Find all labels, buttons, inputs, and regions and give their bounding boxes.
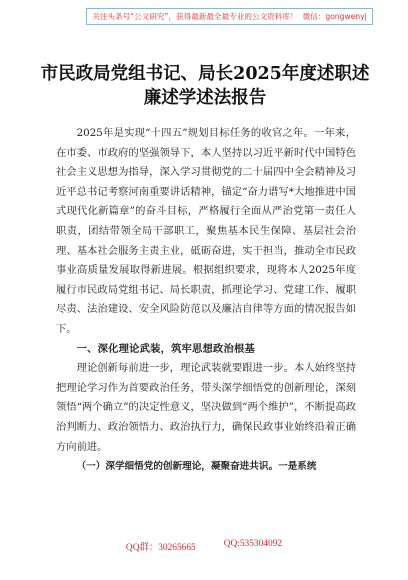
banner-text: 关注头条号“公文研究”，获得最新最全最专业的公文资料库！	[92, 12, 298, 21]
document-title	[30, 62, 380, 110]
banner-wechat: 微信：gongwenyj	[302, 12, 367, 21]
subsection-heading: （一）深学细悟党的创新理论，凝聚奋进共识。	[76, 461, 279, 473]
footer-qq: QQ:535304092	[223, 539, 283, 549]
intro-paragraph: 2025年是实现“十四五”规划目标任务的收官之年。一年来，在市委、市政府的坚强领导下，本人坚持以习近平新时代中国特色社会主义思想为指导，深入学习贯彻党的二十届四中全会精神及习近平总书记考察河南重要讲话精神，锚定“奋力谱写*大地推进中国式现代化新篇章”的奋斗目标，严格履行全面从严治党第一责任人职责，团结带领全局干部职工，聚焦基本民生保障、基层社会治理、基本社会服务主责主业，砥砺奋进，实干担当，推动全市民政事业高质量发展取得新进展。根据组织要求，现将本人2025年度履行市民政局党组书记、局长职责，抓理论学习、党建工作、履职尽责、法治建设、安全风险防范以及廉洁自律等方面的情况报告如下。	[56, 127, 356, 335]
title-line-1: 市民政局党组书记、局长2025年度述职述	[40, 64, 370, 84]
document-body	[56, 124, 356, 477]
top-banner	[86, 8, 373, 25]
title-line-2: 廉述学述法报告	[143, 88, 267, 108]
subsection-tail: 一是系统	[278, 461, 317, 473]
section-heading-1: 一、深化理论武装，筑牢思想政治根基	[76, 342, 256, 355]
footer-qq-group: QQ群：30265665	[125, 543, 196, 553]
footer	[0, 539, 408, 553]
section-1-paragraph: 理论创新每前进一步，理论武装就要跟进一步。本人始终坚持把理论学习作为首要政治任务，带头深学细悟党的创新理论，深刻领悟“两个确立”的决定性意义，坚决做到“两个维护”，不断提高政治判断力、政治领悟力、政治执行力，确保民政事业始终沿着正确方向前进。	[56, 362, 356, 453]
subsection-line	[56, 457, 356, 477]
